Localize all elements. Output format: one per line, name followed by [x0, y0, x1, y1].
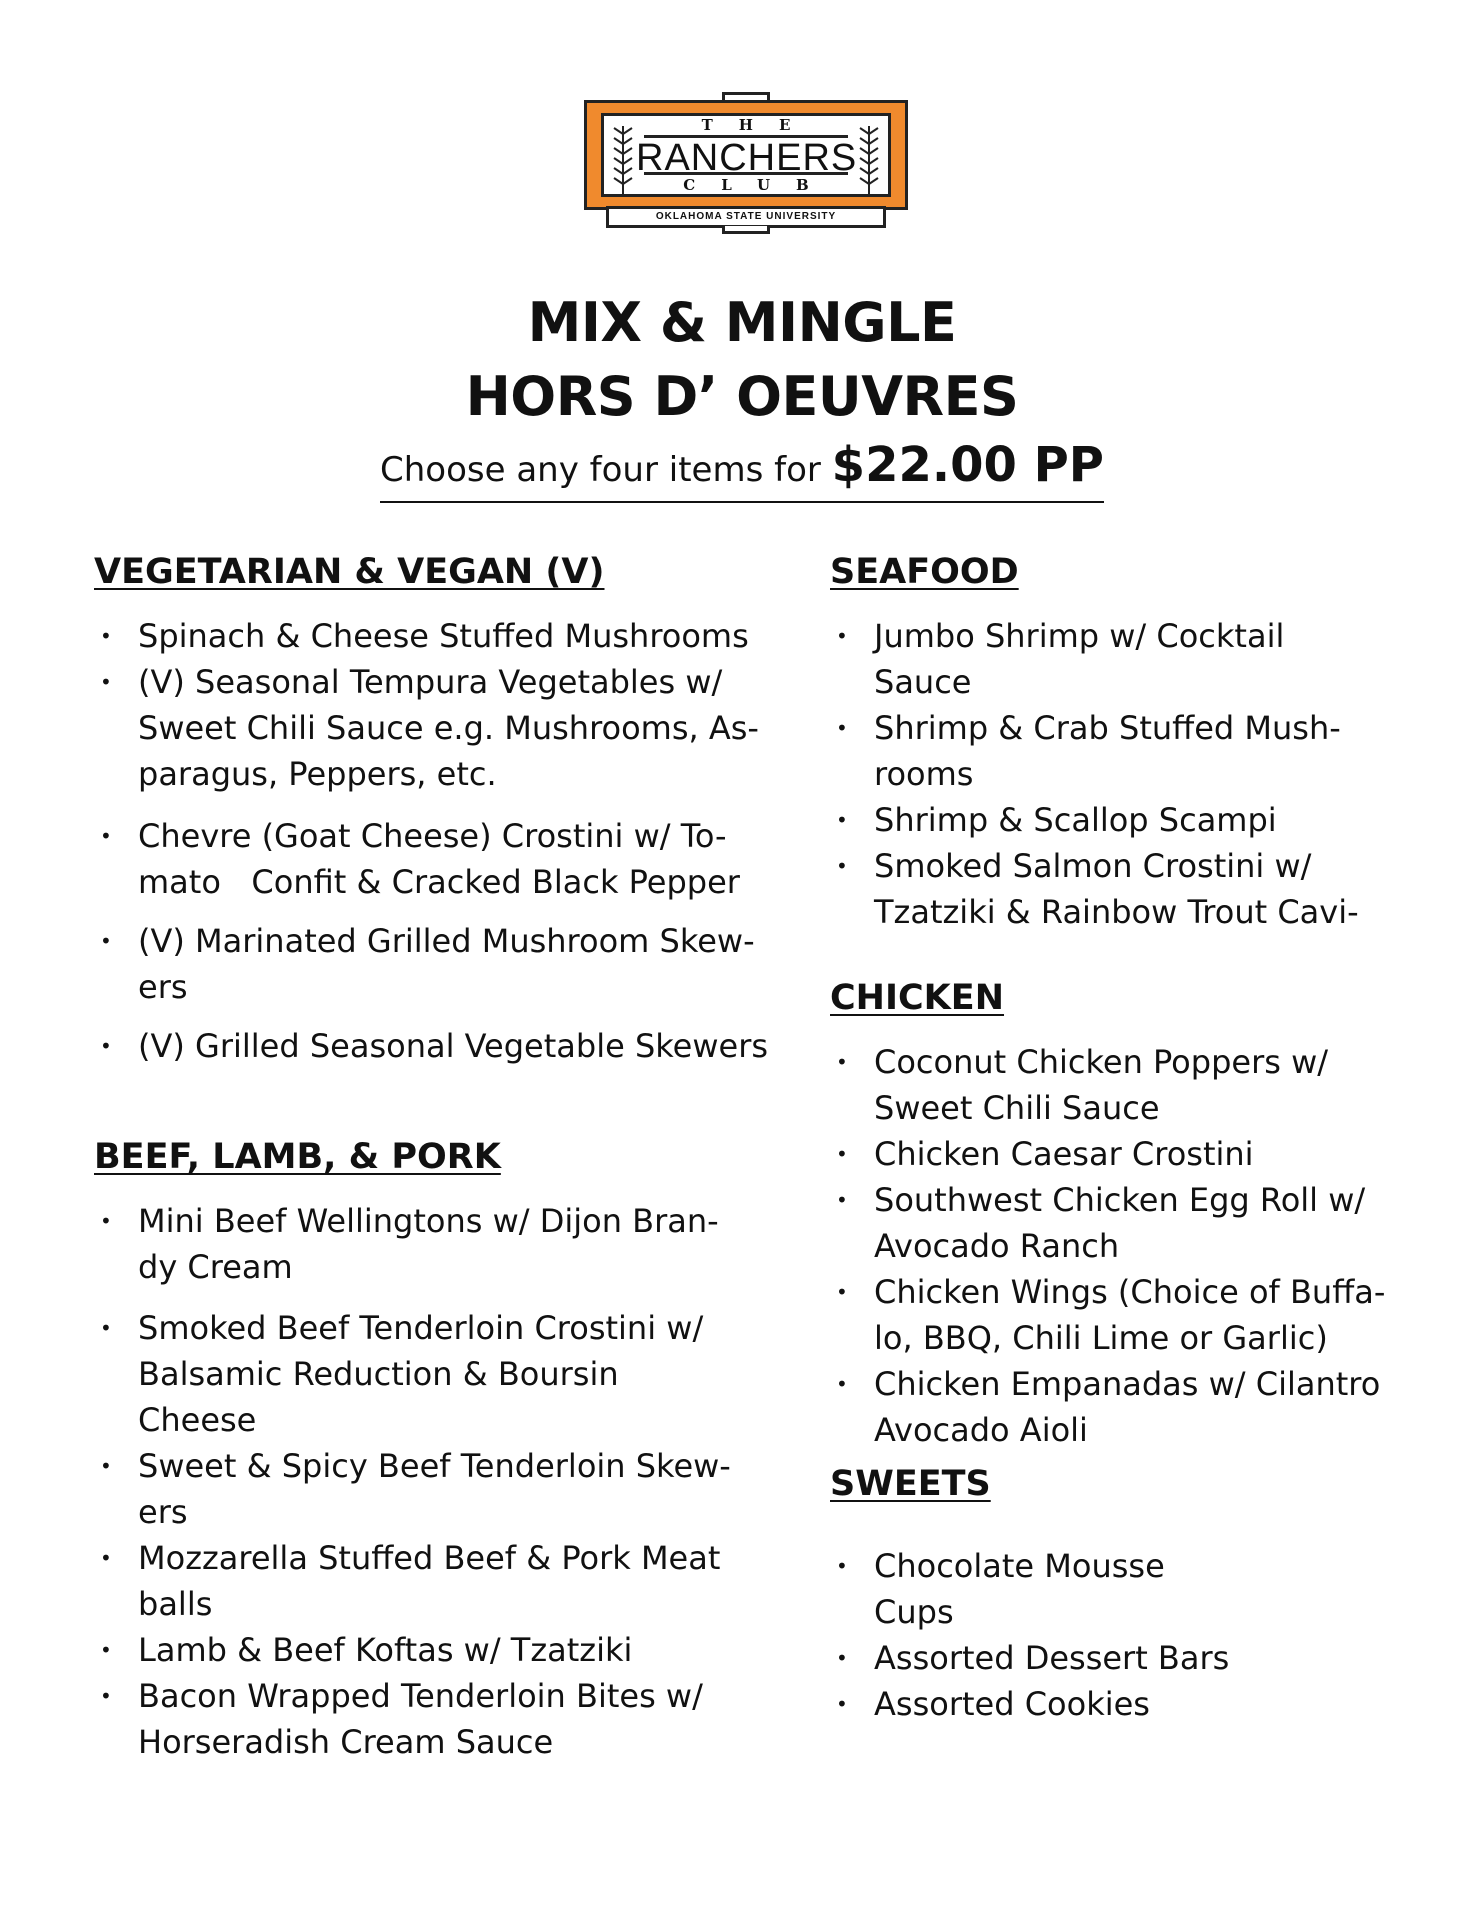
menu-item: • Shrimp & Scallop Scampi	[830, 797, 1277, 843]
menu-item: • Assorted Dessert Bars	[830, 1635, 1229, 1681]
logo-the-text: THE	[644, 115, 848, 138]
logo-frame	[584, 100, 908, 210]
page-title-line2: HORS D’ OEUVRES	[465, 365, 1019, 428]
menu-item: • Chevre (Goat Cheese) Crostini w/ To- mato Confit & Cracked Black Pepper	[94, 813, 740, 905]
menu-item: • Coconut Chicken Poppers w/ Sweet Chili Sauce	[830, 1039, 1328, 1131]
logo-university-text: OKLAHOMA STATE UNIVERSITY	[606, 206, 886, 228]
price-text: $22.00 PP	[831, 437, 1104, 493]
menu-item: • Sweet & Spicy Beef Tenderloin Skew- ers	[94, 1443, 731, 1535]
section-heading-seafood: SEAFOOD	[830, 552, 1019, 592]
menu-item: • Smoked Beef Tenderloin Crostini w/ Balsamic Reduction & Boursin Cheese	[94, 1305, 703, 1443]
menu-item: • (V) Seasonal Tempura Vegetables w/ Sweet Chili Sauce e.g. Mushrooms, As- paragus, Peppers, etc.	[94, 659, 759, 797]
menu-item: • Spinach & Cheese Stuffed Mushrooms	[94, 613, 749, 659]
menu-item: • Southwest Chicken Egg Roll w/ Avocado Ranch	[830, 1177, 1365, 1269]
menu-item: • Jumbo Shrimp w/ Cocktail Sauce	[830, 613, 1284, 705]
choose-text: Choose any four items for	[380, 450, 832, 490]
section-heading-vegetarian: VEGETARIAN & VEGAN (V)	[94, 552, 605, 592]
section-heading-beef: BEEF, LAMB, & PORK	[94, 1137, 501, 1177]
menu-item: • Mozzarella Stuffed Beef & Pork Meat balls	[94, 1535, 720, 1627]
wheat-icon	[610, 124, 636, 196]
page-title-line1: MIX & MINGLE	[527, 291, 957, 354]
price-subtitle-underline	[380, 437, 1104, 503]
menu-item: • Mini Beef Wellingtons w/ Dijon Bran- dy Cream	[94, 1198, 719, 1290]
logo-inner-panel	[601, 113, 891, 197]
menu-item: • Lamb & Beef Koftas w/ Tzatziki	[94, 1627, 632, 1673]
logo-bottom-tab	[722, 226, 770, 234]
logo-club-text: CLUB	[644, 172, 848, 195]
menu-item: • Smoked Salmon Crostini w/ Tzatziki & Rainbow Trout Cavi-	[830, 843, 1359, 935]
ranchers-club-logo	[584, 92, 908, 234]
menu-item: • Shrimp & Crab Stuffed Mush- rooms	[830, 705, 1341, 797]
menu-item: • Assorted Cookies	[830, 1681, 1150, 1727]
logo-ranchers-text: RANCHERS	[636, 137, 858, 179]
menu-item: • Chocolate Mousse Cups	[830, 1543, 1165, 1635]
price-subtitle	[0, 437, 1484, 506]
wheat-icon	[856, 124, 882, 196]
menu-item: • (V) Marinated Grilled Mushroom Skew- ers	[94, 918, 755, 1010]
section-heading-chicken: CHICKEN	[830, 978, 1005, 1018]
menu-item: • Bacon Wrapped Tenderloin Bites w/ Horseradish Cream Sauce	[94, 1673, 703, 1765]
menu-item: • Chicken Empanadas w/ Cilantro Avocado Aioli	[830, 1361, 1380, 1453]
menu-item: • (V) Grilled Seasonal Vegetable Skewers	[94, 1023, 768, 1069]
menu-item: • Chicken Wings (Choice of Buffa- lo, BBQ, Chili Lime or Garlic)	[830, 1269, 1385, 1361]
section-heading-sweets: SWEETS	[830, 1464, 991, 1504]
menu-item: • Chicken Caesar Crostini	[830, 1131, 1254, 1177]
